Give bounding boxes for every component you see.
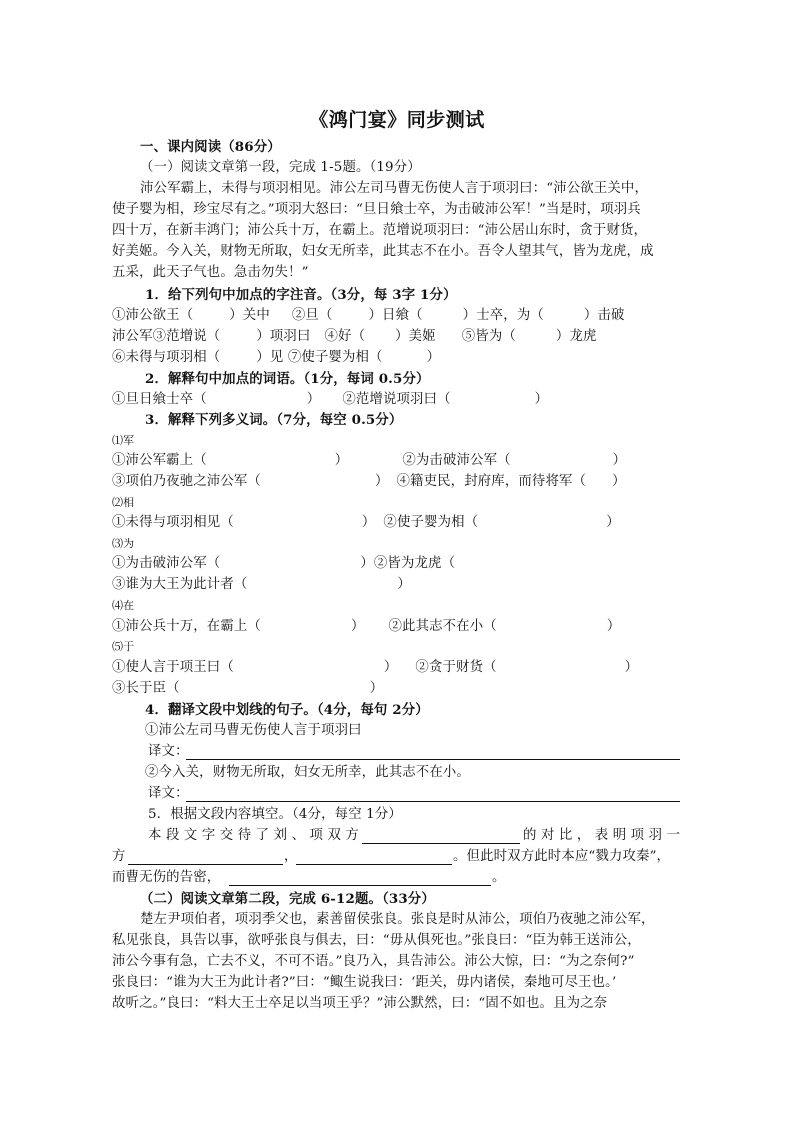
question-5-text: ， [284,849,298,864]
group-label: ⑵相 [112,496,135,509]
question-5-text: 方 [112,849,126,864]
question-3-line: ①使人言于项王曰（ ） ②贪于财货（ ） [112,660,639,675]
question-3-line: ①沛公军霸上（ ） ②为击破沛公军（ ） [112,453,627,468]
question-1-line: 沛公军③范增说（ ）项羽曰 ④好（ ）美姬 ⑤皆为（ ）龙虎 [112,329,597,344]
group-label: ⑸于 [112,640,135,653]
question-3-line: ③项伯乃夜驰之沛公军（ ） ④籍吏民，封府库，而待将军（ ） [112,474,626,489]
question-1-line: ⑥未得与项羽相（ ）见 ⑦使子婴为相（ ） [112,350,441,365]
fill-in-blank[interactable] [128,864,283,865]
fill-in-blank[interactable] [362,843,520,844]
question-3-line: ①为击破沛公军（ ）②皆为龙虎（ [112,556,456,571]
passage-line: 四十万，在新丰鸿门；沛公兵十万，在霸上。范增说项羽曰：“沛公居山东时，贪于财货， [112,223,648,238]
question-5-text: 。 [492,870,506,885]
fill-in-blank[interactable] [229,885,491,886]
translation-answer-line[interactable] [186,801,680,802]
translation-label: 译文： [148,744,189,759]
question-5-text: 而曹无伤的告密， [112,870,221,885]
passage-line: 五采，此天子气也。急击勿失！” [112,265,309,280]
translation-label: 译文： [148,786,189,801]
part2-heading: （二）阅读文章第二段，完成 6-12题。（33分） [140,891,435,907]
question-3-line: ③长于臣（ ） [112,681,384,696]
question-1-heading: 1．给下列句中加点的字注音。（3分，每 3字 1分） [145,287,457,303]
question-4-sentence: ②今入关，财物无所取，妇女无所幸，此其志不在小。 [145,765,470,780]
translation-answer-line[interactable] [186,759,680,760]
question-3-heading: 3．解释下列多义词。（7分，每空 0.5分） [145,412,403,428]
question-5-text: 。但此时双方此时本应“戮力攻秦”， [453,849,671,864]
passage-line: 故听之。”良曰：“料大王士卒足以当项王乎？”沛公默然，曰：“固不如也。且为之奈 [112,996,608,1011]
question-4-sentence: ①沛公左司马曹无伤使人言于项羽曰 [145,723,362,738]
passage-line: 张良曰：“谁为大王为此计者?”曰：“鲰生说我曰：‘距关，毋内诸侯，秦地可尽王也。’ [112,975,617,990]
passage-line: 沛公今事有急，亡去不义，不可不语。”良乃入，具告沛公。沛公大惊，曰：“为之奈何?” [112,954,635,969]
question-2-line: ①旦日飨士卒（ ） ②范增说项羽曰（ ） [112,392,549,407]
passage-line: 沛公军霸上，未得与项羽相见。沛公左司马曹无伤使人言于项羽曰：“沛公欲王关中， [140,181,648,196]
question-5-text: 的 对 比 ， 表 明 项 羽 一 [523,828,681,843]
group-label: ⑷在 [112,599,135,612]
question-5-heading: 5．根据文段内容填空。（4分，每空 1分） [148,807,402,822]
group-label: ⑴军 [112,434,135,447]
part1-heading: （一）阅读文章第一段，完成 1-5题。（19分） [140,160,421,175]
question-1-line: ①沛公欲王（ ）关中 ②旦（ ）日飨（ ）士卒，为（ ）击破 [112,308,625,323]
question-3-line: ③谁为大王为此计者（ ） [112,577,411,592]
question-4-heading: 4．翻译文段中划线的句子。（4分，每句 2分） [145,702,429,718]
question-5-text: 本 段 文 字 交 待 了 刘 、 项 双 方 [148,828,359,843]
question-2-heading: 2．解释句中加点的词语。（1分，每词 0.5分） [145,371,430,387]
passage-line: 楚左尹项伯者，项羽季父也，素善留侯张良。张良是时从沛公，项伯乃夜驰之沛公军， [140,912,655,927]
group-label: ⑶为 [112,537,135,550]
passage-line: 使子婴为相，珍宝尽有之。”项羽大怒曰：“旦日飨士卒，为击破沛公军！”当是时，项羽兵 [112,202,641,217]
page-title: 《鸿门宴》同步测试 [309,109,485,131]
passage-line: 好美姬。今入关，财物无所取，妇女无所幸，此其志不在小。吾令人望其气，皆为龙虎，成 [112,244,654,259]
question-3-line: ①沛公兵十万，在霸上（ ） ②此其志不在小（ ） [112,619,621,634]
section-heading: 一、课内阅读（86分） [140,139,281,155]
question-3-line: ①未得与项羽相见（ ） ②使子婴为相（ ） [112,515,620,530]
passage-line: 私见张良，具告以事，欲呼张良与俱去，曰：“毋从俱死也。”张良曰：“臣为韩王送沛公， [112,933,641,948]
fill-in-blank[interactable] [296,864,452,865]
